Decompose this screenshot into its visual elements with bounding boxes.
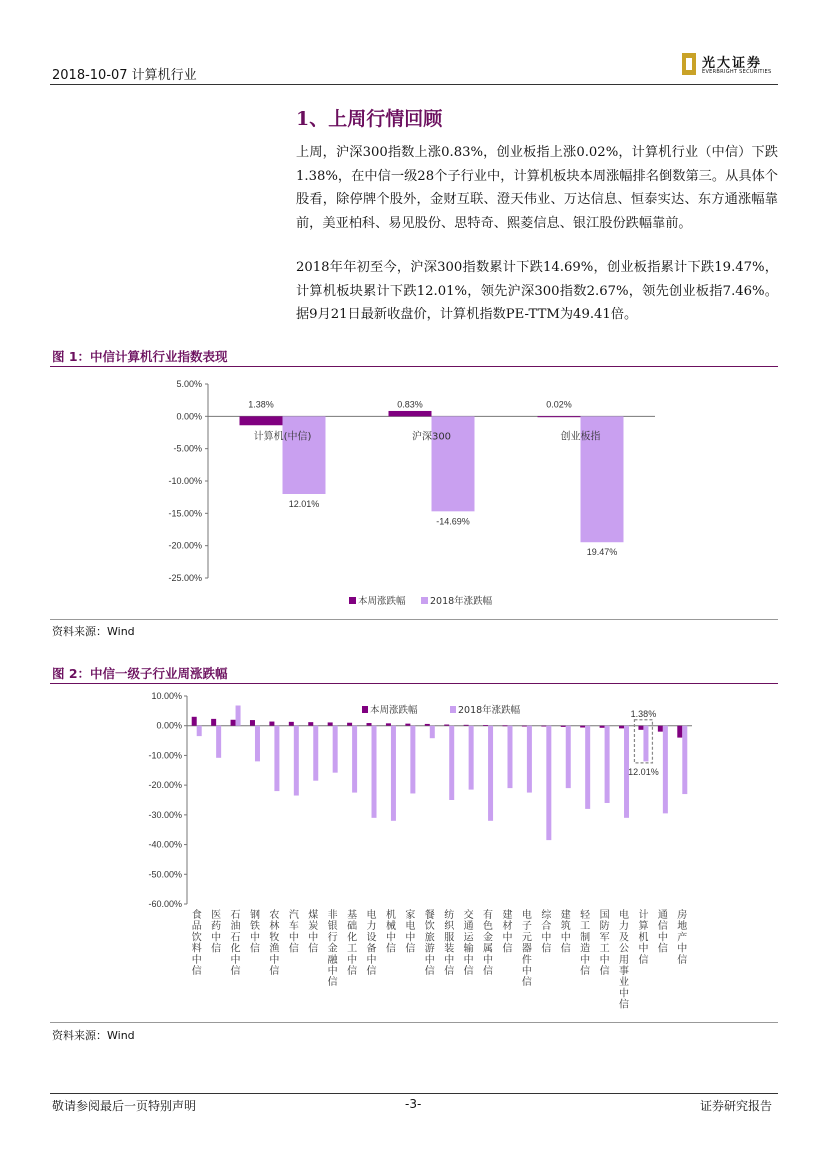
category-label-char: 药	[211, 921, 222, 933]
category-label-char: 游	[424, 943, 435, 955]
category-label-char: 信	[211, 943, 222, 955]
bar-ytd	[430, 726, 435, 738]
bar-ytd	[527, 726, 532, 793]
category-label-char: 综	[541, 910, 552, 921]
category-label-char: 信	[677, 954, 688, 966]
category-label-char: 信	[385, 943, 396, 955]
y-tick-label: -10.00%	[168, 476, 202, 486]
category-label-char: 力	[619, 921, 630, 933]
category-label-char: 信	[308, 943, 319, 955]
bar-weekly	[600, 726, 605, 728]
category-label-char: 中	[580, 954, 591, 966]
category-label-char: 饮	[191, 932, 202, 944]
category-label-char: 银	[327, 921, 338, 933]
category-label-char: 造	[580, 943, 591, 955]
category-label-char: 机	[385, 910, 396, 921]
bar-weekly	[580, 726, 585, 728]
category-label-char: 织	[444, 921, 455, 933]
bar-ytd	[488, 726, 493, 821]
bar-ytd	[663, 726, 668, 814]
annotation-label: 1.38%	[630, 708, 657, 719]
category-label-char: 通	[463, 921, 474, 933]
category-label-char: 化	[347, 932, 358, 944]
category-label-char: 信	[619, 999, 630, 1011]
category-label-char: 家	[405, 910, 416, 921]
y-tick-label: 0.00%	[156, 720, 182, 731]
category-label-char: 器	[521, 943, 532, 955]
bar-weekly	[541, 726, 546, 727]
category-label-char: 材	[502, 921, 513, 933]
category-label-char: 通	[657, 910, 668, 921]
category-label-char: 信	[405, 943, 416, 955]
category-label-char: 车	[288, 921, 299, 933]
y-tick-label: 0.00%	[176, 411, 202, 422]
logo-cn-text: 光大证券	[702, 56, 763, 71]
figure-1-title: 图 1：中信计算机行业指数表现	[52, 349, 228, 364]
category-label-char: 筑	[560, 921, 571, 933]
y-tick-label: -20.00%	[148, 780, 182, 791]
category-label-char: 信	[560, 943, 571, 955]
category-label-char: 工	[347, 943, 358, 955]
category-label-char: 中	[288, 932, 299, 944]
legend-label-ytd: 2018年涨跌幅	[430, 596, 493, 607]
category-label-char: 设	[366, 932, 377, 944]
footer-disclaimer: 敬请参阅最后一页特别声明	[52, 1099, 197, 1113]
category-label-char: 军	[599, 932, 610, 944]
category-label-char: 行	[327, 932, 338, 944]
bar-ytd	[682, 726, 687, 794]
y-tick-label: 5.00%	[176, 379, 202, 389]
category-label-char: 信	[288, 943, 299, 955]
category-label-char: 餐	[424, 910, 435, 921]
header-date: 2018-10-07 计算机行业	[52, 68, 197, 83]
bar-weekly	[483, 725, 488, 726]
category-label-char: 信	[599, 966, 610, 977]
figure-1-source-rule	[50, 619, 778, 620]
bar-ytd	[274, 726, 279, 791]
bar-weekly	[211, 719, 216, 726]
footer-divider	[50, 1093, 778, 1094]
y-tick-label: -30.00%	[148, 809, 182, 820]
category-label-char: 有	[483, 910, 494, 921]
category-label-char: 备	[366, 943, 377, 955]
category-label-char: 炭	[308, 921, 319, 933]
category-label-char: 运	[463, 932, 474, 944]
category-label-char: 信	[580, 966, 591, 977]
category-label: 沪深300	[411, 431, 452, 443]
category-label-char: 中	[211, 932, 222, 944]
category-label-char: 轻	[580, 910, 591, 921]
category-label-char: 计	[638, 910, 649, 921]
legend-swatch-weekly	[362, 706, 368, 713]
category-label-char: 信	[366, 966, 377, 977]
category-label-char: 食	[191, 910, 202, 921]
data-label: 1.38%	[248, 399, 274, 410]
bar-weekly	[538, 416, 581, 417]
category-label-char: 信	[327, 977, 338, 989]
category-label-char: 力	[366, 921, 377, 933]
category-label-char: 旅	[424, 932, 435, 944]
category-label-char: 基	[347, 910, 358, 921]
category-label-char: 元	[521, 932, 532, 944]
bar-weekly	[289, 722, 294, 726]
chart-1	[0, 370, 827, 615]
bar-ytd	[507, 726, 512, 788]
legend-swatch-weekly	[349, 597, 356, 604]
bar-ytd	[197, 726, 202, 736]
figure-2-rule	[50, 683, 778, 684]
category-label: 创业板指	[560, 431, 601, 443]
category-label-char: 信	[230, 966, 241, 977]
category-label-char: 用	[619, 954, 630, 966]
category-label-char: 信	[657, 921, 668, 933]
category-label-char: 饮	[424, 921, 435, 933]
category-label-char: 信	[463, 966, 474, 977]
data-label: 0.02%	[546, 399, 572, 410]
category-label-char: 中	[521, 966, 532, 977]
category-label-char: 中	[308, 932, 319, 944]
category-label-char: 地	[677, 921, 688, 933]
category-label-char: 公	[619, 943, 630, 955]
bar-weekly	[522, 726, 527, 727]
bar-ytd	[585, 726, 590, 809]
bar-weekly	[638, 726, 643, 730]
category-label-char: 础	[347, 921, 358, 933]
bar-ytd	[294, 726, 299, 796]
category-label-char: 信	[657, 943, 668, 955]
category-label-char: 属	[483, 943, 494, 955]
category-label-char: 服	[444, 932, 455, 944]
logo-en-text: EVERBRIGHT SECURITIES	[702, 69, 772, 75]
category-label-char: 事	[619, 966, 630, 977]
data-label: 12.01%	[288, 498, 320, 509]
bar-weekly	[677, 726, 682, 738]
figure-1-rule	[50, 366, 778, 367]
category-label-char: 渔	[269, 943, 280, 955]
category-label-char: 房	[677, 910, 688, 921]
paragraph-2: 2018年年初至今，沪深300指数累计下跌14.69%，创业板指累计下跌19.47%，计算机板块累计下跌12.01%，领先沪深300指数2.67%，领先创业板指7.46%。据9月21日最新收盘价，计算机指数PE-TTM为49.41倍。	[296, 260, 778, 323]
bar-weekly	[561, 726, 566, 727]
category-label-char: 建	[502, 910, 513, 921]
category-label-char: 及	[619, 932, 630, 944]
category-label-char: 融	[327, 954, 338, 966]
data-label: 0.83%	[397, 399, 423, 410]
category-label-char: 农	[269, 910, 280, 921]
bar-weekly	[192, 717, 197, 726]
bar-weekly	[367, 723, 372, 726]
category-label-char: 电	[619, 910, 630, 921]
category-label-char: 机	[638, 932, 649, 944]
category-label-char: 金	[327, 943, 338, 955]
category-label-char: 煤	[308, 910, 319, 921]
legend-swatch-ytd	[450, 706, 456, 713]
category-label-char: 林	[269, 921, 280, 933]
category-label-char: 算	[638, 921, 649, 933]
bar-weekly	[328, 722, 333, 725]
category-label-char: 信	[444, 966, 455, 977]
bar-weekly	[502, 725, 507, 726]
category-label-char: 石	[230, 910, 241, 921]
category-label-char: 中	[619, 988, 630, 1000]
bar-weekly	[231, 720, 236, 726]
figure-1-source: 资料来源：Wind	[52, 625, 135, 638]
category-label-char: 输	[463, 943, 474, 955]
category-label-char: 化	[230, 943, 241, 955]
bar-weekly	[658, 726, 663, 732]
bar-ytd	[449, 726, 454, 800]
bar-ytd	[216, 726, 221, 758]
category-label-char: 油	[230, 921, 241, 933]
y-tick-label: -50.00%	[148, 869, 182, 880]
category-label-char: 中	[541, 932, 552, 944]
bar-weekly	[444, 725, 449, 726]
category-label-char: 非	[327, 910, 338, 921]
company-logo	[682, 53, 782, 81]
bar-ytd	[546, 726, 551, 840]
category-label-char: 子	[521, 921, 532, 933]
y-tick-label: -10.00%	[148, 750, 182, 761]
category-label-char: 信	[347, 966, 358, 977]
category-label-char: 械	[385, 921, 396, 933]
category-label-char: 产	[677, 932, 688, 944]
logo-mark-icon	[682, 53, 696, 75]
bar-weekly	[425, 724, 430, 726]
legend-label-weekly: 本周涨跌幅	[370, 705, 418, 716]
category-label-char: 中	[347, 954, 358, 966]
bar-ytd	[313, 726, 318, 781]
category-label-char: 件	[521, 954, 532, 966]
category-label-char: 信	[269, 966, 280, 977]
category-label-char: 国	[599, 910, 610, 921]
category-label-char: 中	[444, 954, 455, 966]
category-label-char: 品	[191, 921, 202, 933]
category-label-char: 中	[502, 932, 513, 944]
category-label-char: 铁	[249, 921, 260, 933]
y-tick-label: -25.00%	[168, 573, 202, 583]
category-label-char: 钢	[249, 910, 260, 921]
category-label-char: 合	[541, 921, 552, 933]
category-label-char: 中	[269, 954, 280, 966]
y-tick-label: -15.00%	[168, 508, 202, 519]
category-label: 计算机(中信)	[253, 431, 312, 443]
category-label-char: 医	[211, 910, 222, 921]
bar-ytd	[236, 706, 241, 726]
category-label-char: 建	[560, 910, 571, 921]
bar-weekly	[619, 726, 624, 729]
category-label-char: 交	[463, 910, 474, 921]
category-label-char: 色	[483, 921, 494, 933]
header-divider	[50, 84, 778, 85]
category-label-char: 中	[638, 943, 649, 955]
bar-weekly	[405, 724, 410, 726]
category-label-char: 电	[521, 910, 532, 921]
category-label-char: 中	[560, 932, 571, 944]
category-label-char: 信	[638, 954, 649, 966]
y-tick-label: -5.00%	[173, 443, 202, 454]
bar-ytd	[469, 726, 474, 790]
category-label-char: 业	[619, 977, 630, 989]
category-label-char: 中	[230, 954, 241, 966]
category-label-char: 中	[463, 954, 474, 966]
y-tick-label: 10.00%	[151, 691, 182, 701]
bar-weekly	[240, 416, 283, 425]
figure-2-source: 资料来源：Wind	[52, 1029, 135, 1042]
category-label-char: 制	[580, 932, 591, 944]
paragraph-1: 上周，沪深300指数上涨0.83%，创业板指上涨0.02%，计算机行业（中信）下跌1.38%，在中信一级28个子行业中，计算机板块本周涨幅排名倒数第三。从具体个股看，除停牌个股外，金财互联、澄天伟业、万达信息、恒泰实达、东方通涨幅靠前，美亚柏科、易见股份、思特奇、熙菱信息、银江股份跌幅靠前。	[296, 145, 778, 232]
page-number: -3-	[405, 1097, 422, 1111]
category-label-char: 石	[230, 932, 241, 944]
bar-weekly	[389, 411, 432, 416]
category-label-char: 牧	[269, 932, 280, 944]
bar-weekly	[269, 722, 274, 726]
category-label-char: 纺	[444, 910, 455, 921]
bar-ytd	[643, 726, 648, 762]
category-label-char: 装	[444, 943, 455, 955]
figure-2-source-rule	[50, 1022, 778, 1023]
category-label-char: 工	[599, 943, 610, 955]
bar-weekly	[464, 725, 469, 726]
category-label-char: 防	[599, 921, 610, 933]
legend-swatch-ytd	[421, 597, 428, 604]
bar-ytd	[352, 726, 357, 793]
category-label-char: 中	[191, 954, 202, 966]
section-title: 1、上周行情回顾	[296, 108, 443, 130]
data-label: 19.47%	[586, 547, 618, 558]
category-label-char: 信	[502, 943, 513, 955]
category-label-char: 中	[424, 954, 435, 966]
category-label-char: 中	[657, 932, 668, 944]
bar-weekly	[250, 720, 255, 726]
category-label-char: 料	[191, 943, 202, 955]
category-label-char: 中	[249, 932, 260, 944]
y-tick-label: -40.00%	[148, 839, 182, 850]
bar-ytd	[283, 416, 326, 494]
category-label-char: 信	[191, 966, 202, 977]
category-label-char: 信	[521, 977, 532, 989]
legend-label-weekly: 本周涨跌幅	[358, 596, 406, 607]
figure-2-title: 图 2：中信一级子行业周涨跌幅	[52, 666, 228, 681]
category-label-char: 电	[405, 921, 416, 933]
category-label-char: 中	[405, 932, 416, 944]
category-label-char: 信	[483, 966, 494, 977]
category-label-char: 中	[385, 932, 396, 944]
annotation-label: 12.01%	[628, 766, 659, 777]
category-label-char: 信	[424, 966, 435, 977]
legend-label-ytd: 2018年涨跌幅	[458, 705, 521, 716]
category-label-char: 中	[599, 954, 610, 966]
category-label-char: 中	[677, 943, 688, 955]
bar-ytd	[372, 726, 377, 818]
bar-ytd	[566, 726, 571, 788]
category-label-char: 中	[366, 954, 377, 966]
category-label-char: 中	[483, 954, 494, 966]
category-label-char: 汽	[288, 910, 299, 921]
data-label: -14.69%	[436, 516, 470, 527]
bar-ytd	[391, 726, 396, 821]
footer-report-type: 证券研究报告	[700, 1099, 773, 1113]
bar-ytd	[333, 726, 338, 773]
y-tick-label: -20.00%	[168, 540, 202, 551]
category-label-char: 工	[580, 921, 591, 933]
category-label-char: 信	[541, 943, 552, 955]
category-label-char: 电	[366, 910, 377, 921]
bar-weekly	[386, 723, 391, 725]
category-label-char: 中	[327, 966, 338, 977]
bar-weekly	[347, 723, 352, 726]
bar-ytd	[605, 726, 610, 803]
bar-ytd	[255, 726, 260, 762]
category-label-char: 金	[483, 932, 494, 944]
y-tick-label: -60.00%	[148, 899, 182, 909]
bar-weekly	[308, 722, 313, 726]
chart-2	[0, 686, 827, 1021]
bar-ytd	[410, 726, 415, 794]
category-label-char: 信	[249, 943, 260, 955]
